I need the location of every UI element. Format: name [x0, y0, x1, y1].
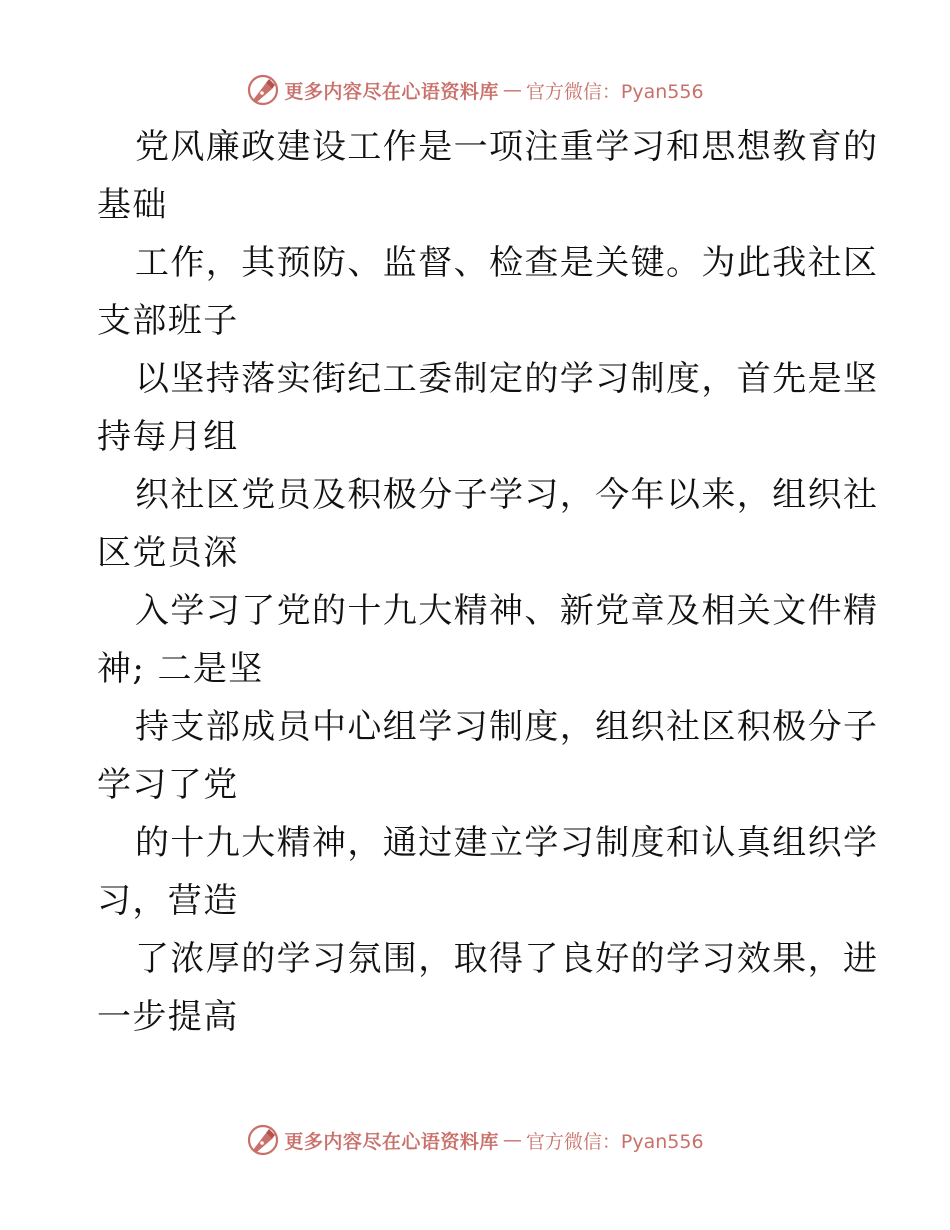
text-line: 区党员深 — [97, 533, 239, 573]
pen-nib-logo-icon — [246, 73, 280, 107]
text-line: 支部班子 — [97, 301, 239, 341]
text-line: 党风廉政建设工作是一项注重学习和思想教育的 — [135, 127, 879, 167]
body-text — [97, 118, 879, 1046]
text-line: 神; 二是坚 — [97, 649, 264, 689]
header-banner-separator: — — [502, 79, 522, 101]
header-banner — [0, 70, 950, 110]
text-line: 了浓厚的学习氛围，取得了良好的学习效果，进 — [135, 939, 879, 979]
text-line: 工作，其预防、监督、检查是关键。为此我社区 — [135, 243, 879, 283]
text-line: 学习了党 — [97, 765, 239, 805]
text-line: 持每月组 — [97, 417, 239, 457]
header-banner-text: 更多内容尽在心语资料库 — [284, 80, 499, 103]
text-line: 入学习了党的十九大精神、新党章及相关文件精 — [135, 591, 879, 631]
text-line: 以坚持落实街纪工委制定的学习制度，首先是坚 — [135, 359, 879, 399]
footer-banner-text: 更多内容尽在心语资料库 — [284, 1130, 499, 1153]
footer-banner — [0, 1120, 950, 1160]
text-line: 织社区党员及积极分子学习，今年以来，组织社 — [135, 475, 879, 515]
text-line: 持支部成员中心组学习制度，组织社区积极分子 — [135, 707, 879, 747]
text-line: 习，营造 — [97, 881, 239, 921]
footer-banner-separator: — — [502, 1129, 522, 1151]
pen-nib-logo-icon — [246, 1123, 280, 1157]
text-line: 基础 — [97, 185, 168, 225]
footer-banner-wechat: 官方微信：Pyan556 — [525, 1130, 704, 1153]
text-line: 的十九大精神，通过建立学习制度和认真组织学 — [135, 823, 879, 863]
header-banner-wechat: 官方微信：Pyan556 — [525, 80, 704, 103]
text-line: 一步提高 — [97, 997, 239, 1037]
